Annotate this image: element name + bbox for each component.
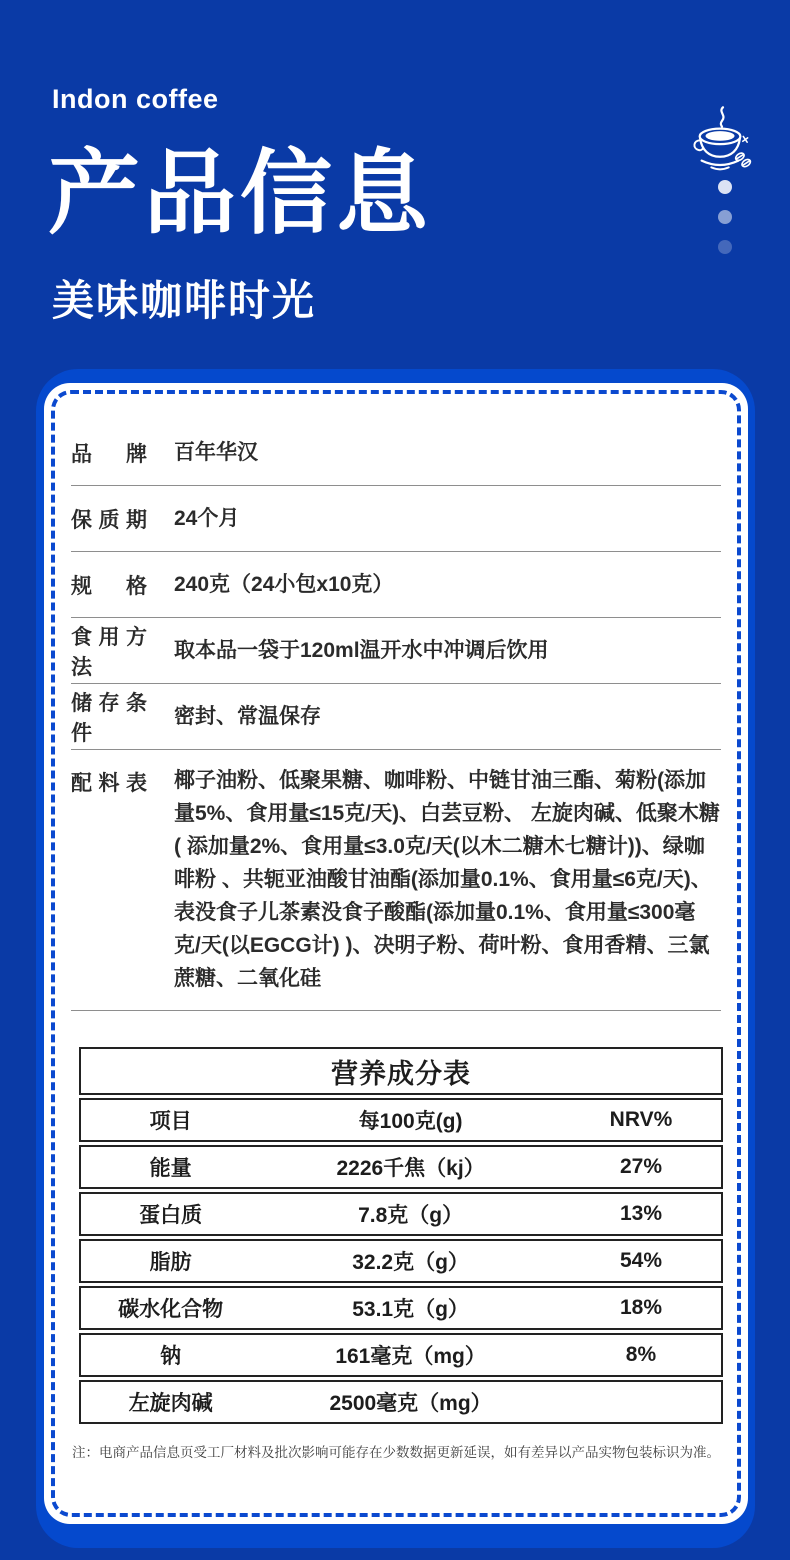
nutrition-table-body <box>79 1098 723 1424</box>
dot <box>718 210 732 224</box>
nutrition-header-row <box>79 1098 723 1142</box>
info-list <box>71 420 721 1011</box>
info-value: 百年华汉 <box>174 441 258 464</box>
nutrition-cell-item: 碳水化合物 <box>118 1298 224 1321</box>
nutrition-cell-item: 能量 <box>149 1157 192 1180</box>
nutrition-cell-amount: 53.1克（g） <box>352 1298 469 1321</box>
nutrition-cell-item: 左旋肉碱 <box>128 1392 213 1415</box>
dashed-border-frame <box>51 390 741 1517</box>
brand-logo: Indon coffee <box>52 84 219 114</box>
nutrition-cell-item: 脂肪 <box>149 1251 192 1274</box>
nutrition-row <box>79 1333 723 1377</box>
dot <box>718 180 732 194</box>
page-title: 产品信息 <box>48 143 433 245</box>
nutrition-row <box>79 1239 723 1283</box>
nutrition-cell-item: 钠 <box>160 1345 182 1368</box>
nutrition-table-title: 营养成分表 <box>79 1047 723 1095</box>
nutrition-cell-item: 蛋白质 <box>139 1204 203 1227</box>
info-label: 配料表 <box>71 772 147 795</box>
nutrition-cell-item: 项目 <box>149 1110 192 1133</box>
info-label: 储存条件 <box>71 691 147 745</box>
info-row <box>71 684 721 750</box>
info-value: 24个月 <box>174 507 240 530</box>
nutrition-cell-amount: 2500毫克（mg） <box>329 1392 492 1415</box>
nutrition-cell-nrv: 18% <box>619 1296 662 1319</box>
info-row <box>71 618 721 684</box>
nutrition-cell-amount: 7.8克（g） <box>358 1204 464 1227</box>
info-value: 密封、常温保存 <box>174 705 321 728</box>
pagination-dots <box>718 180 732 270</box>
info-value: 240克（24小包x10克） <box>174 573 394 596</box>
info-row <box>71 750 721 1011</box>
nutrition-row <box>79 1380 723 1424</box>
nutrition-row <box>79 1192 723 1236</box>
nutrition-table <box>79 1047 723 1424</box>
info-value: 取本品一袋于120ml温开水中冲调后饮用 <box>174 639 549 662</box>
info-value: 椰子油粉、低聚果糖、咖啡粉、中链甘油三酯、菊粉(添加量5%、食用量≤15克/天)、白芸豆粉、 左旋肉碱、低聚木糖( 添加量2%、食用量≤3.0克/天(以木二糖木七糖计))、绿咖啡粉 、共轭亚油酸甘油酯(添加量0.1%、食用量≤6克/天)、表没食子儿茶素没食子酸酯(添加量0.1%、食用量≤300毫克/天(以EGCG计) )、决明子粉、荷叶粉、食用香精、三氯蔗糖、二氧化硅 <box>174 769 720 990</box>
info-row <box>71 552 721 618</box>
info-label: 品牌 <box>71 442 147 466</box>
info-label: 规格 <box>71 574 147 598</box>
nutrition-cell-nrv: 27% <box>619 1155 662 1178</box>
info-label: 保质期 <box>71 508 147 532</box>
nutrition-cell-nrv: NRV% <box>609 1108 673 1131</box>
info-label: 食用方法 <box>71 625 147 679</box>
card-backdrop <box>36 369 755 1548</box>
page-subtitle: 美味咖啡时光 <box>52 277 317 324</box>
nutrition-cell-amount: 2226千焦（kj） <box>336 1157 485 1180</box>
nutrition-cell-amount: 161毫克（mg） <box>335 1345 486 1368</box>
info-row <box>71 420 721 486</box>
nutrition-row <box>79 1286 723 1330</box>
dot <box>718 240 732 254</box>
nutrition-row <box>79 1145 723 1189</box>
nutrition-cell-nrv: 13% <box>619 1202 662 1225</box>
nutrition-cell-nrv: 8% <box>625 1343 657 1366</box>
footer-note: 注：电商产品信息页受工厂材料及批次影响可能存在少数数据更新延误，如有差异以产品实物包装标识为准。 <box>72 1445 720 1460</box>
nutrition-cell-amount: 32.2克（g） <box>352 1251 469 1274</box>
info-row <box>71 486 721 552</box>
product-info-card <box>44 383 748 1524</box>
nutrition-cell-nrv: 54% <box>619 1249 662 1272</box>
nutrition-cell-amount: 每100克(g) <box>358 1110 463 1133</box>
